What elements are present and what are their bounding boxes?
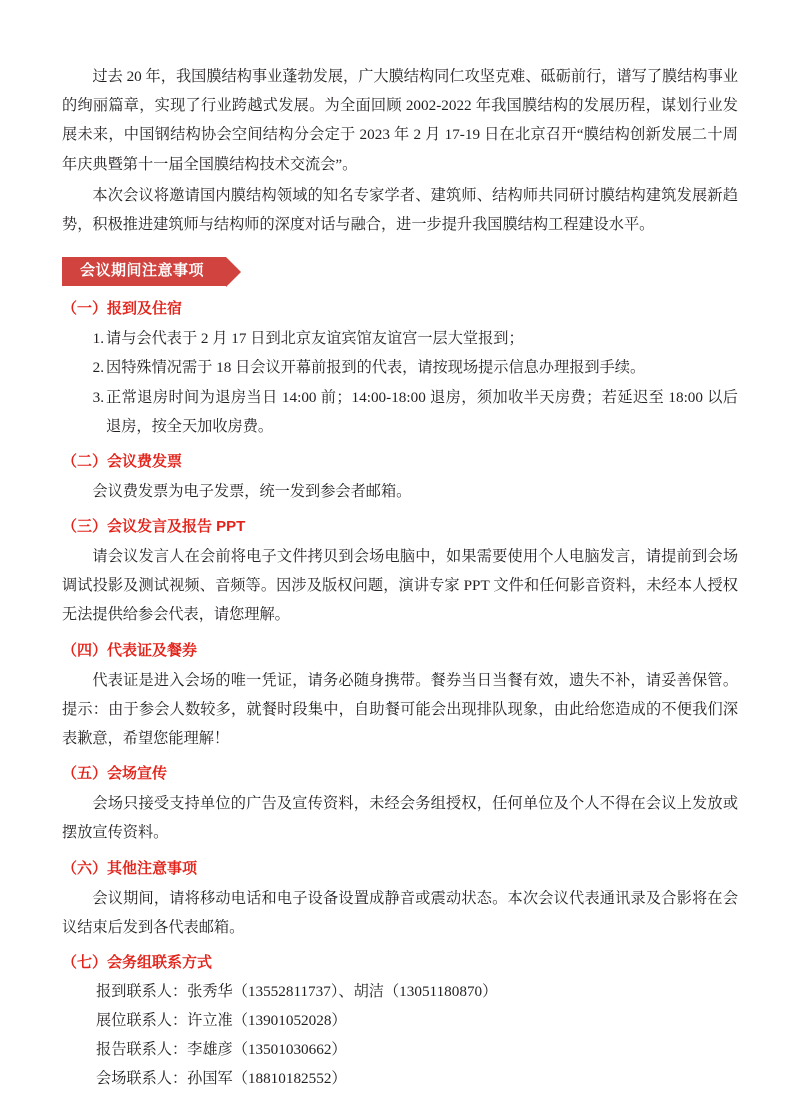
section-body: 请会议发言人在会前将电子文件拷贝到会场电脑中，如果需要使用个人电脑发言，请提前到会场调试投影及测试视频、音频等。因涉及版权问题，演讲专家 PPT 文件和任何影音资料，未经本人授权无法提供给参会代表，请您理解。 [62, 548, 738, 624]
list-item-text: 正常退房时间为退房当日 14:00 前；14:00-18:00 退房，须加收半天房费；若延迟至 18:00 以后退房，按全天加收房费。 [106, 388, 738, 435]
list-item: 报告联系人：李雄彦（13501030662） [96, 1040, 347, 1058]
section-title: （四）代表证及餐券 [62, 641, 198, 659]
list-item-text: 请与会代表于 2 月 17 日到北京友谊宾馆友谊宫一层大堂报到； [106, 330, 524, 348]
section-title: （二）会议费发票 [62, 452, 183, 470]
list-item-number: 3. [92, 388, 104, 406]
section-invoice [62, 450, 738, 506]
contact-list [62, 978, 738, 1093]
section-other-notes [62, 857, 738, 942]
list-item-number: 2. [92, 359, 104, 377]
section-report-and-accommodation [62, 297, 738, 441]
section-title: （五）会场宣传 [62, 765, 168, 783]
list-item-text: 因特殊情况需于 18 日会议开幕前报到的代表，请按现场提示信息办理报到手续。 [106, 359, 646, 377]
list-item-number: 1. [92, 330, 104, 348]
list-item: 报到联系人：张秀华（13552811737）、胡洁（13051180870） [96, 982, 498, 1000]
section-badge-and-meal-coupon [62, 639, 738, 754]
intro-paragraph-1: 过去 20 年，我国膜结构事业蓬勃发展，广大膜结构同仁攻坚克难、砥砺前行，谱写了膜结构事业的绚丽篇章，实现了行业跨越式发展。为全面回顾 2002-2022 年我国膜结构的发展历程，谋划行业发展未来，中国钢结构协会空间结构分会定于 2023 年 2 月 17-19 日在北京召开“膜结构创新发展二十周年庆典暨第十一届全国膜结构技术交流会”。 [62, 68, 738, 173]
section-body: 会议费发票为电子发票，统一发到参会者邮箱。 [92, 482, 412, 500]
list-item: 会场联系人：孙国军（18810182552） [96, 1069, 347, 1087]
section-venue-promotion [62, 762, 738, 847]
section-title: （一）报到及住宿 [62, 300, 183, 318]
list-item [92, 383, 738, 441]
list-item [92, 324, 738, 353]
section-contacts [62, 951, 738, 1093]
ribbon-heading: 会议期间注意事项 [62, 257, 226, 286]
section-numbered-list [62, 324, 738, 441]
section-title: （六）其他注意事项 [62, 859, 198, 877]
section-body: 代表证是进入会场的唯一凭证，请务必随身携带。餐券当日当餐有效，遗失不补，请妥善保管。提示：由于参会人数较多，就餐时段集中，自助餐可能会出现排队现象，由此给您造成的不便我们深表歉意，希望您能理解！ [62, 671, 738, 747]
section-body: 会议期间，请将移动电话和电子设备设置成静音或震动状态。本次会议代表通讯录及合影将在会议结束后发到各代表邮箱。 [62, 889, 738, 936]
section-title: （七）会务组联系方式 [62, 953, 213, 971]
section-presentation-ppt [62, 515, 738, 630]
section-body: 会场只接受支持单位的广告及宣传资料，未经会务组授权，任何单位及个人不得在会议上发放或摆放宣传资料。 [62, 795, 738, 842]
list-item: 展位联系人：许立准（13901052028） [96, 1011, 347, 1029]
ribbon-heading-container [62, 257, 738, 287]
section-title: （三）会议发言及报告 PPT [62, 518, 246, 536]
intro-paragraph-2: 本次会议将邀请国内膜结构领域的知名专家学者、建筑师、结构师共同研讨膜结构建筑发展新趋势，积极推进建筑师与结构师的深度对话与融合，进一步提升我国膜结构工程建设水平。 [62, 186, 738, 233]
list-item [92, 353, 738, 382]
